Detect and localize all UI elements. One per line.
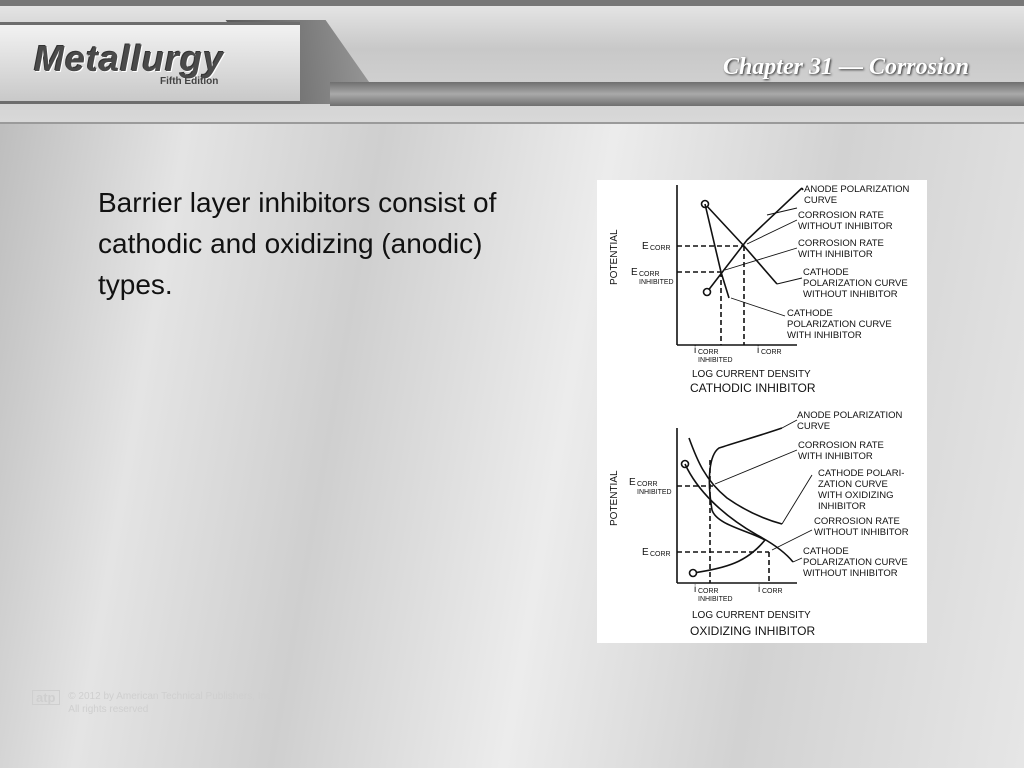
bottom-icorr-inh-sub2: INHIBITED xyxy=(698,596,733,603)
top-ecorr-inh-label: E xyxy=(631,267,638,278)
inhibitor-diagram xyxy=(597,180,927,643)
bottom-caption: OXIDIZING INHIBITOR xyxy=(690,624,816,638)
top-cr-without-2: WITHOUT INHIBITOR xyxy=(798,221,893,232)
diagram-line xyxy=(782,475,812,524)
logo-title: Metallurgy xyxy=(34,38,225,79)
header-top-stripe xyxy=(0,0,1024,6)
copyright-line-1: © 2012 by American Technical Publishers, Inc. xyxy=(68,691,274,702)
bottom-ecorr-label: E xyxy=(642,547,649,558)
top-cr-without-1: CORROSION RATE xyxy=(798,210,884,221)
top-icorr-inh-sub: CORR xyxy=(698,349,719,356)
top-anode-label-2: CURVE xyxy=(804,195,838,206)
top-cath-with-1: CATHODE xyxy=(787,308,833,319)
top-cath-without-1: CATHODE xyxy=(803,267,849,278)
bottom-cr-with-1: CORROSION RATE xyxy=(798,440,884,451)
bottom-ecorr-inh-sub: CORR xyxy=(637,481,658,488)
bottom-ecorr-inh-sub2: INHIBITED xyxy=(637,489,672,496)
top-icorr-sub: CORR xyxy=(761,349,782,356)
bottom-cath-without-1: CATHODE xyxy=(803,546,849,557)
diagram-line xyxy=(793,558,802,562)
header-band xyxy=(330,82,1024,106)
bottom-cath-ox-3: WITH OXIDIZING xyxy=(818,490,894,501)
bottom-cath-without-3: WITHOUT INHIBITOR xyxy=(803,568,898,579)
top-icorr-inh-sub2: INHIBITED xyxy=(698,357,733,364)
diagram-line xyxy=(767,208,797,215)
bottom-cr-without-2: WITHOUT INHIBITOR xyxy=(814,527,909,538)
bottom-y-label: POTENTIAL xyxy=(609,470,620,526)
top-icorr-label: i xyxy=(757,345,760,356)
diagram-line xyxy=(715,450,797,484)
bottom-icorr-sub: CORR xyxy=(762,588,783,595)
top-ecorr-sub: CORR xyxy=(650,245,671,252)
top-y-label: POTENTIAL xyxy=(609,229,620,285)
bottom-ecorr-sub: CORR xyxy=(650,551,671,558)
bottom-cath-ox-1: CATHODE POLARI- xyxy=(818,468,905,479)
diagram-line xyxy=(777,278,802,284)
copyright xyxy=(32,690,274,716)
top-x-label: LOG CURRENT DENSITY xyxy=(692,369,811,380)
top-anode-origin xyxy=(704,289,711,296)
leader xyxy=(802,188,803,190)
top-cath-without-2: POLARIZATION CURVE xyxy=(803,278,908,289)
bottom-ecorr-inh-label: E xyxy=(629,477,636,488)
top-cathode-with xyxy=(705,204,729,298)
logo-edition: Fifth Edition xyxy=(160,76,219,87)
bottom-icorr-inh-sub: CORR xyxy=(698,588,719,595)
bottom-icorr-label: i xyxy=(758,584,761,595)
copyright-line-2: All rights reserved xyxy=(68,704,149,715)
top-ecorr-inh-sub: CORR xyxy=(639,271,660,278)
bottom-x-label: LOG CURRENT DENSITY xyxy=(692,610,811,621)
inhibitor-diagram-svg xyxy=(597,180,927,643)
chapter-title: Chapter 31 — Corrosion xyxy=(722,54,969,80)
header-banner xyxy=(0,0,1024,124)
top-cr-with-1: CORROSION RATE xyxy=(798,238,884,249)
top-cr-with-2: WITH INHIBITOR xyxy=(798,249,873,260)
slide-text: Barrier layer inhibitors consist of cathodic and oxidizing (anodic) types. xyxy=(98,187,497,300)
bottom-cr-with-2: WITH INHIBITOR xyxy=(798,451,873,462)
bottom-cr-without-1: CORROSION RATE xyxy=(814,516,900,527)
bottom-cath-without-2: POLARIZATION CURVE xyxy=(803,557,908,568)
bottom-anode-label-1: ANODE POLARIZATION xyxy=(797,410,903,421)
diagram-line xyxy=(782,420,797,428)
diagram-line xyxy=(731,298,785,316)
top-ecorr-inh-sub2: INHIBITED xyxy=(639,279,674,286)
bottom-cathode-oxidizing xyxy=(689,438,782,524)
bottom-cath-ox-4: INHIBITOR xyxy=(818,501,866,512)
top-cath-with-2: POLARIZATION CURVE xyxy=(787,319,892,330)
bottom-anode-origin xyxy=(690,570,697,577)
top-caption: CATHODIC INHIBITOR xyxy=(690,381,816,395)
top-anode-label-1: ANODE POLARIZATION xyxy=(804,184,910,195)
top-cath-with-3: WITH INHIBITOR xyxy=(787,330,862,341)
top-cathode-without xyxy=(705,204,777,284)
bottom-cath-ox-2: ZATION CURVE xyxy=(818,479,888,490)
top-cath-without-3: WITHOUT INHIBITOR xyxy=(803,289,898,300)
atp-badge: atp xyxy=(32,690,60,705)
bottom-icorr-inh-label: i xyxy=(694,584,697,595)
top-icorr-inh-label: i xyxy=(694,345,697,356)
bottom-anode-label-2: CURVE xyxy=(797,421,831,432)
top-ecorr-label: E xyxy=(642,241,649,252)
